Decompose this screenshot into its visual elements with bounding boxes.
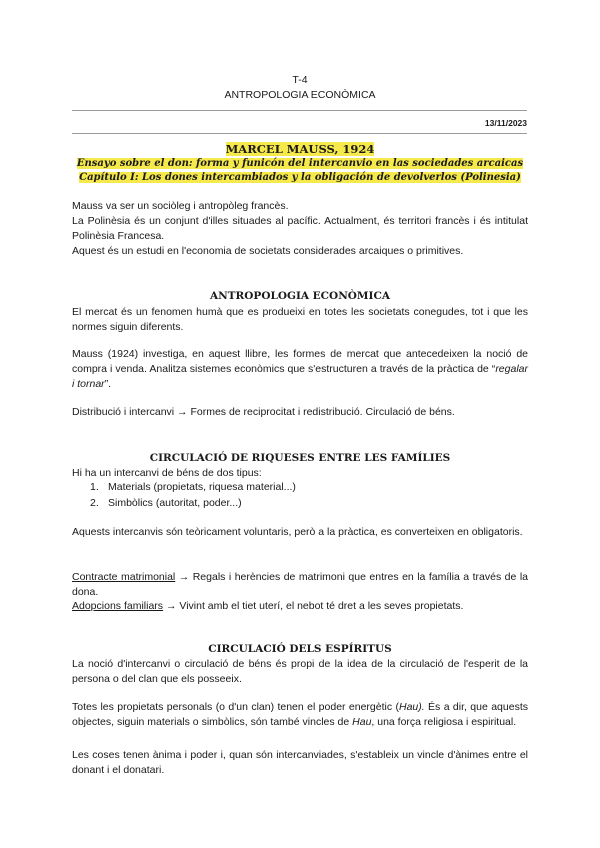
header-rule-bottom [72,133,527,134]
section2-intro: Hi ha un intercanvi de béns de dos tipus: [72,467,262,479]
intro-paragraph-1: Mauss va ser un sociòleg i antropòleg francès. [72,200,289,212]
section3-paragraph-3: Les coses tenen ànima i poder i, quan són intercanviades, s'estableix un vincle d'ànimes entre el donant i el donatari. [72,749,528,776]
section1-paragraph-2 [72,347,528,392]
document-code: T-4 [292,74,308,86]
page-title-text: MARCEL MAUSS, 1924 [225,142,375,156]
section2-paragraph-1: Aquests intercanvis són teòricament voluntaris, però a la pràctica, es converteixen en obligatoris. [72,526,523,538]
list-item [90,497,242,509]
section1-paragraph-2-emphasis: regalar i tornar [72,363,528,390]
document-subject: ANTROPOLOGIA ECONÒMICA [224,89,376,101]
chapter-title-text: Capítulo I: Los dones intercambiados y la obligación de devolverlos (Polinesia) [79,172,521,183]
contract-text: → Regals i herències de matrimoni que entres en la família a través de la dona. [72,571,528,598]
section1-paragraph-2-end: ”. [104,378,112,390]
adoption-label: Adopcions familiars [72,600,164,612]
list-item-text: Simbòlics (autoritat, poder...) [108,497,242,509]
book-title [72,158,528,169]
section-heading-antropologia: ANTROPOLOGIA ECONÒMICA [210,290,390,302]
list-item-text: Materials (propietats, riquesa material...) [108,481,296,493]
contract-label: Contracte matrimonial [72,571,176,583]
hau-term: Hau). [398,701,425,713]
section1-paragraph-3: Distribució i intercanvi → Formes de reciprocitat i redistribució. Circulació de béns. [72,406,455,418]
list-item [90,481,296,493]
section2-contract [72,570,528,600]
header-rule-top [72,110,527,111]
section1-paragraph-1: El mercat és un fenomen humà que es produeixi en totes les societats conegudes, tot i que les normes siguin diferents. [72,306,528,333]
hau-term: Hau [352,716,372,728]
section-heading-circulacio-esperits: CIRCULACIÓ DELS ESPÍRITUS [208,643,392,655]
section3-paragraph-1: La noció d'intercanvi o circulació de béns és propi de la idea de la circulació de l'esperit de la persona o del clan que els posseeix. [72,658,528,685]
section-heading-circulacio-riqueses: CIRCULACIÓ DE RIQUESES ENTRE LES FAMÍLIES [149,452,451,464]
chapter-title [72,172,528,183]
intro-paragraph-3: Aquest és un estudi en l'economia de societats considerades arcaiques o primitives. [72,245,464,257]
list-item-number: 1. [90,481,99,493]
section2-adoption [72,599,528,614]
page-title [72,142,528,156]
list-item-number: 2. [90,497,99,509]
intro-paragraph-2: La Polinèsia és un conjunt d'illes situades al pacífic. Actualment, és territori francès i és intitulat Polinèsia Francesa. [72,215,528,242]
adoption-text: → Vivint amb el tiet uterí, el nebot té dret a les seves propietats. [163,600,464,612]
section3-paragraph-2-text: Totes les propietats personals (o d'un clan) tenen el poder energètic ( [72,701,399,713]
section3-paragraph-2-middle: És a dir, que aquests objectes, siguin materials o simbòlics, són també vincles de [72,701,528,728]
book-title-text: Ensayo sobre el don: forma y funicón del intercanvio en las sociedades arcaicas [76,158,524,169]
document-date: 13/11/2023 [484,118,527,128]
section3-paragraph-2-end: , una força religiosa i espiritual. [371,716,517,728]
section3-paragraph-2 [72,700,528,730]
section1-paragraph-2-text: Mauss (1924) investiga, en aquest llibre, les formes de mercat que antecedeixen la noció de compra i venda. Analitza sistemes econòmics que s'estructuren a través de la pràctica de “ [72,348,528,375]
